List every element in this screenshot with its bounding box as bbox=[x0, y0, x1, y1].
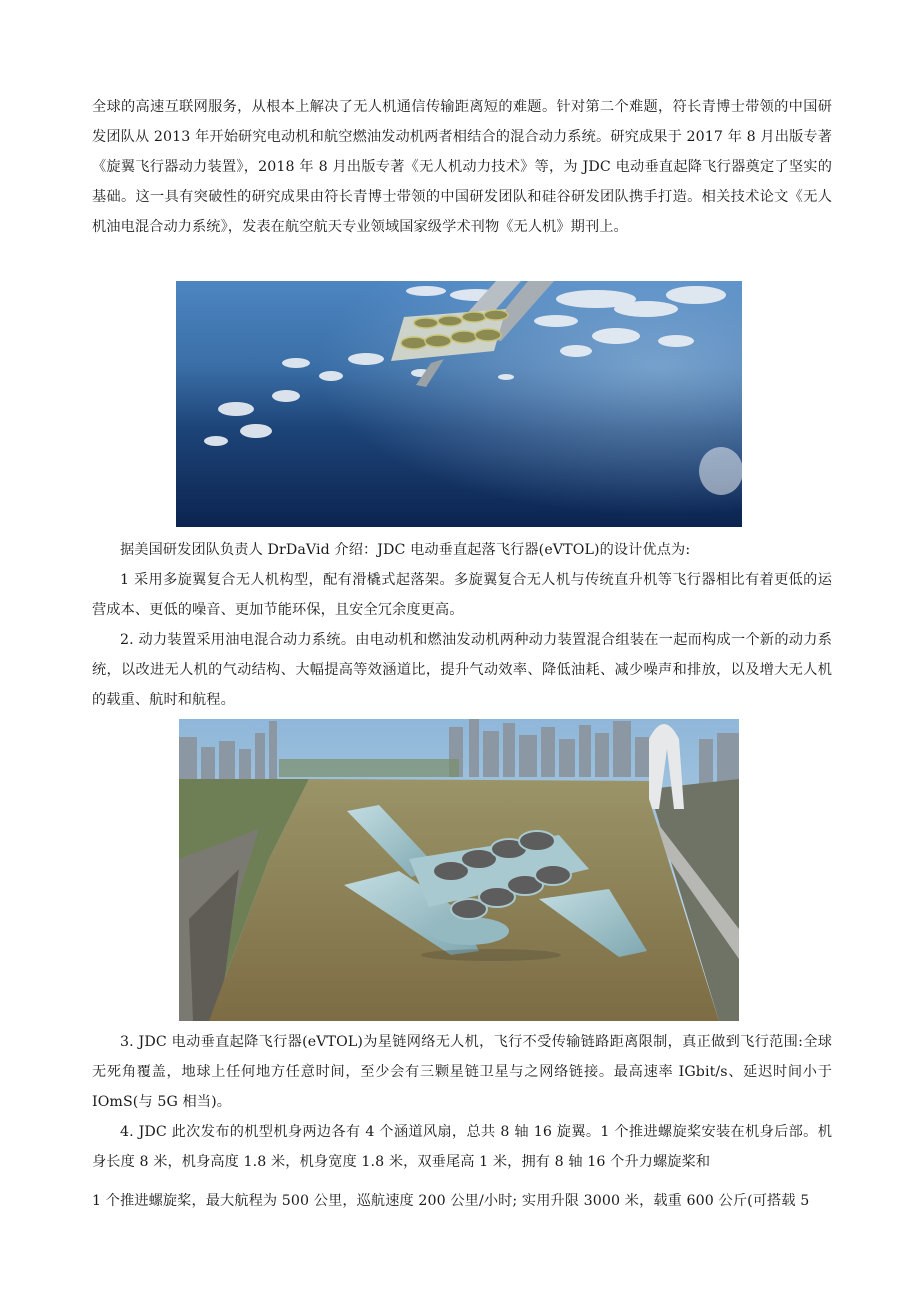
intro-paragraph: 全球的高速互联网服务，从根本上解决了无人机通信传输距离短的难题。针对第二个难题，符长青博士带领的中国研发团队从 2013 年开始研究电动机和航空燃油发动机两者相结合的混合动力系统。研究成果于 2017 年 8 月出版专著《旋翼飞行器动力装置》，2018 年 8 月出版专著《无人机动力技术》等，为 JDC 电动垂直起降飞行器奠定了坚实的基础。这一具有突破性的研究成果由符长青博士带领的中国研发团队和硅谷研发团队携手打造。相关技术论文《无人机油电混合动力系统》，发表在航空航天专业领域国家级学术刊物《无人机》期刊上。 bbox=[92, 99, 832, 235]
design-point-3: 3. JDC 电动垂直起降飞行器(eVTOL)为星链网络无人机，飞行不受传输链路距离限制，真正做到飞行范围:全球无死角覆盖，地球上任何地方任意时间，至少会有三颗星链卫星与之网络链接。最高速率 IGbit/s、延迟时间小于 IOmS(与 5G 相当)。 bbox=[92, 1034, 832, 1110]
design-point-2: 2. 动力装置采用油电混合动力系统。由电动机和燃油发动机两种动力装置混合组装在一起而构成一个新的动力系统，以改进无人机的气动结构、大幅提高等效涵道比，提升气动效率、降低油耗、减少噪声和排放，以及增大无人机的载重、航时和航程。 bbox=[92, 632, 832, 708]
designer-intro-line: 据美国研发团队负责人 DrDaVid 介绍：JDC 电动垂直起落飞行器(eVTOL)的设计优点为: bbox=[120, 542, 691, 558]
figure-aircraft-over-ocean bbox=[176, 281, 742, 527]
continuation-line: 1 个推进螺旋桨，最大航程为 500 公里，巡航速度 200 公里/小时; 实用升限 3000 米，载重 600 公斤(可搭载 5 bbox=[92, 1193, 810, 1209]
design-point-1: 1 采用多旋翼复合无人机构型，配有滑橇式起落架。多旋翼复合无人机与传统直升机等飞行器相比有着更低的运营成本、更低的噪音、更加节能环保，且安全冗余度更高。 bbox=[92, 572, 832, 618]
design-point-4: 4. JDC 此次发布的机型机身两边各有 4 个涵道风扇，总共 8 轴 16 旋翼。1 个推进螺旋桨安装在机身后部。机身长度 8 米，机身高度 1.8 米，机身宽度 1.8 米，双垂尾高 1 米，拥有 8 轴 16 个升力螺旋桨和 bbox=[92, 1124, 832, 1170]
figure-aircraft-over-river bbox=[179, 719, 739, 1021]
